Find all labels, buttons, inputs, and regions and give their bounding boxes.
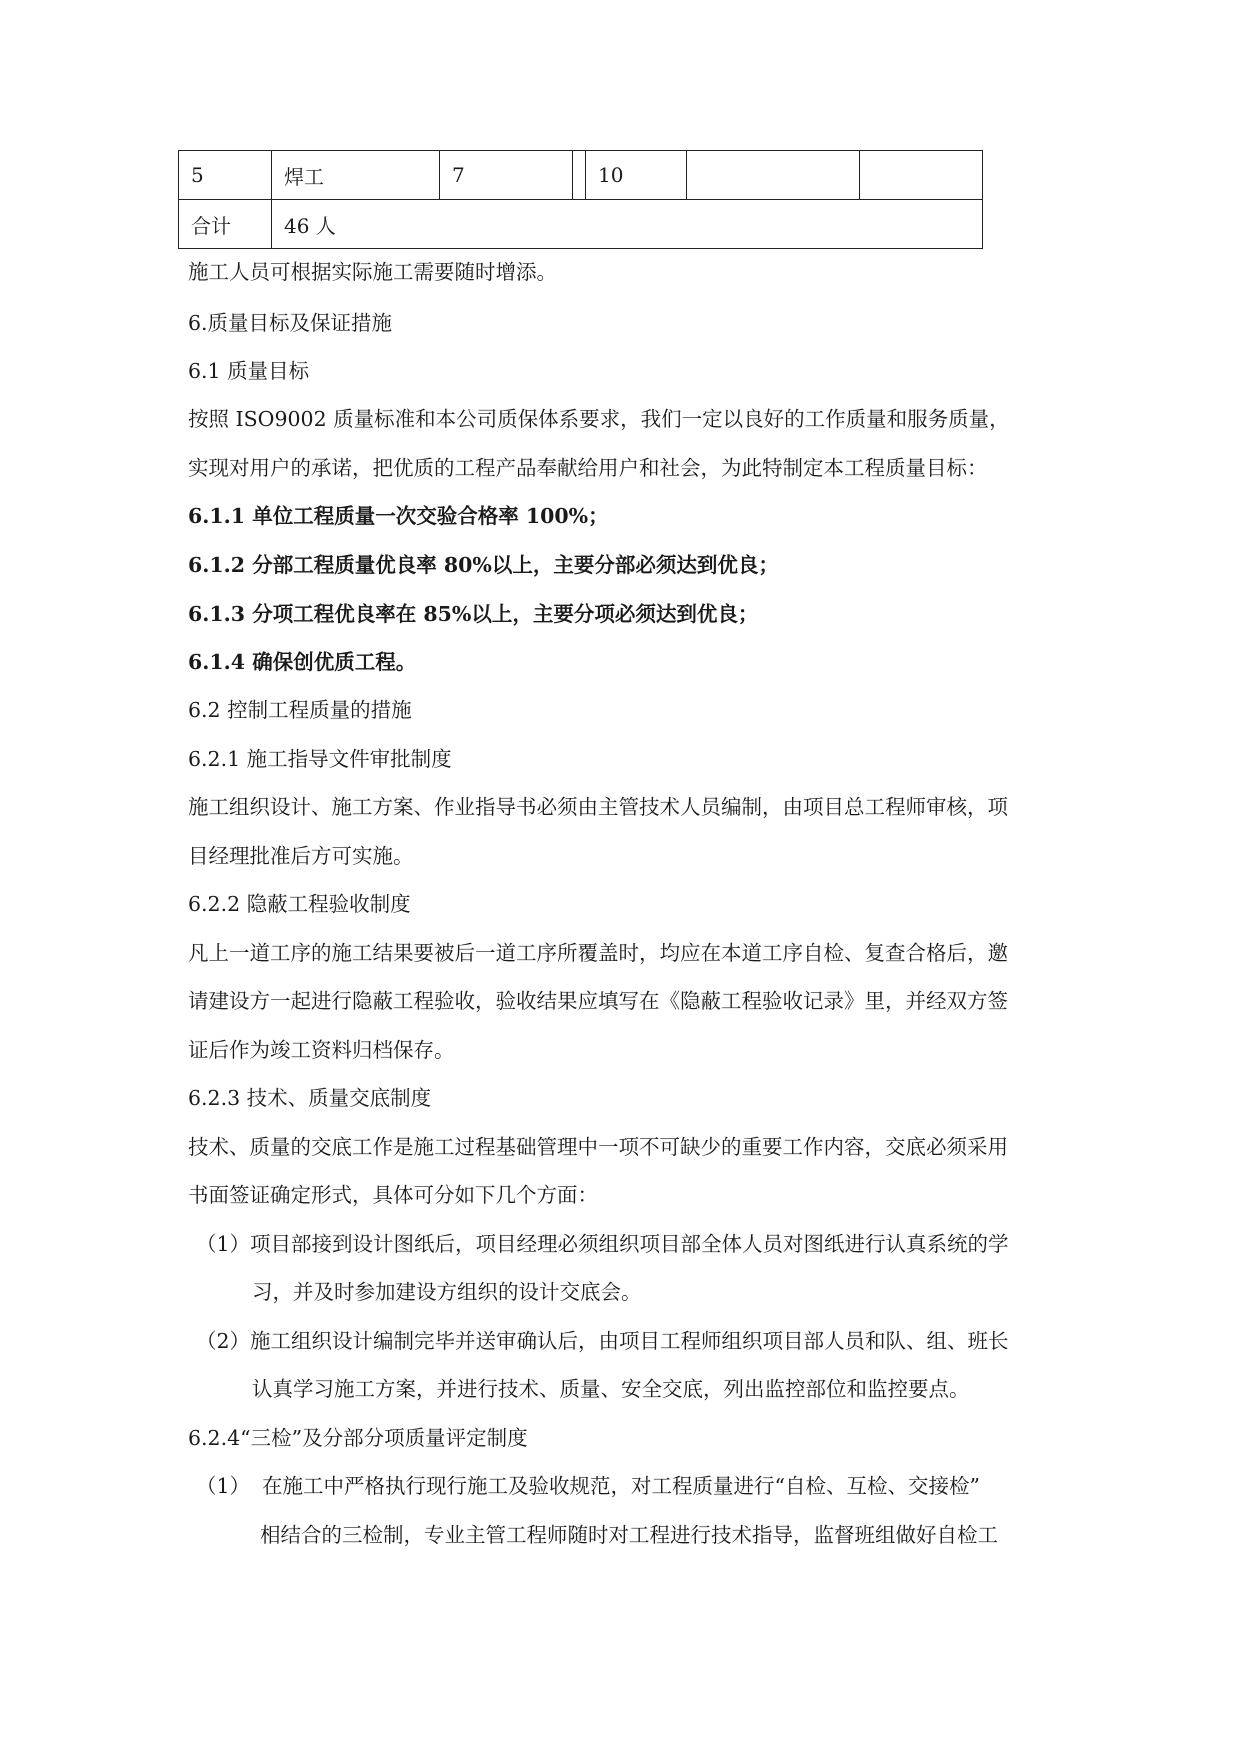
- text-line: 认真学习施工方案，并进行技术、质量、安全交底，列出监控部位和监控要点。: [252, 1377, 970, 1401]
- text-line: 施工组织设计、施工方案、作业指导书必须由主管技术人员编制，由项目总工程师审核，项: [188, 795, 1008, 819]
- staff-table: [178, 150, 983, 249]
- text-line: 按照 ISO9002 质量标准和本公司质保体系要求，我们一定以良好的工作质量和服务质量，: [188, 407, 1010, 431]
- list-item: （1）项目部接到设计图纸后，项目经理必须组织项目部全体人员对图纸进行认真系统的学: [196, 1232, 1009, 1256]
- table-row: [179, 151, 983, 200]
- text-line: 目经理批准后方可实施。: [188, 844, 414, 868]
- table-cell: [860, 151, 983, 200]
- text-line: 实现对用户的承诺，把优质的工程产品奉献给用户和社会，为此特制定本工程质量目标：: [188, 456, 988, 480]
- text-line: 证后作为竣工资料归档保存。: [188, 1038, 455, 1062]
- table-cell: 焊工: [272, 151, 440, 200]
- section-heading: 6.质量目标及保证措施: [188, 311, 393, 335]
- table-cell: 7: [440, 151, 573, 200]
- text-line: 书面签证确定形式，具体可分如下几个方面：: [188, 1183, 598, 1207]
- subsection-heading: 6.2.1 施工指导文件审批制度: [188, 747, 452, 771]
- subsection-heading: 6.2 控制工程质量的措施: [188, 698, 412, 722]
- subsection-heading: 6.1 质量目标: [188, 359, 310, 383]
- subsection-heading: 6.2.4“三检”及分部分项质量评定制度: [188, 1426, 528, 1450]
- list-item: 在施工中严格执行现行施工及验收规范，对工程质量进行“自检、互检、交接检”: [262, 1474, 980, 1498]
- goal-item: 6.1.3 分项工程优良率在 85%以上，主要分项必须达到优良；: [188, 602, 759, 626]
- table-cell: 合计: [179, 200, 272, 249]
- table-cell: [573, 151, 586, 200]
- table-row: [179, 200, 983, 249]
- goal-item: 6.1.4 确保创优质工程。: [188, 650, 417, 674]
- list-number: （1）: [196, 1474, 251, 1498]
- goal-item: 6.1.2 分部工程质量优良率 80%以上，主要分部必须达到优良；: [188, 553, 779, 577]
- list-item: （2）施工组织设计编制完毕并送审确认后，由项目工程师组织项目部人员和队、组、班长: [196, 1329, 1009, 1353]
- subsection-heading: 6.2.2 隐蔽工程验收制度: [188, 892, 411, 916]
- text-line: 技术、质量的交底工作是施工过程基础管理中一项不可缺少的重要工作内容，交底必须采用: [188, 1135, 1008, 1159]
- text-line: 相结合的三检制，专业主管工程师随时对工程进行技术指导，监督班组做好自检工: [260, 1523, 998, 1547]
- subsection-heading: 6.2.3 技术、质量交底制度: [188, 1086, 432, 1110]
- goal-item: 6.1.1 单位工程质量一次交验合格率 100%；: [188, 504, 609, 528]
- text-line: 凡上一道工序的施工结果要被后一道工序所覆盖时，均应在本道工序自检、复查合格后，邀: [188, 941, 1008, 965]
- table-cell: 5: [179, 151, 272, 200]
- table-cell: [687, 151, 860, 200]
- table-cell: 46 人: [272, 200, 983, 249]
- text-line: 请建设方一起进行隐蔽工程验收，验收结果应填写在《隐蔽工程验收记录》里，并经双方签: [188, 989, 1008, 1013]
- text-line: 习，并及时参加建设方组织的设计交底会。: [252, 1280, 642, 1304]
- table-cell: 10: [586, 151, 687, 200]
- text-line: 施工人员可根据实际施工需要随时增添。: [188, 260, 557, 284]
